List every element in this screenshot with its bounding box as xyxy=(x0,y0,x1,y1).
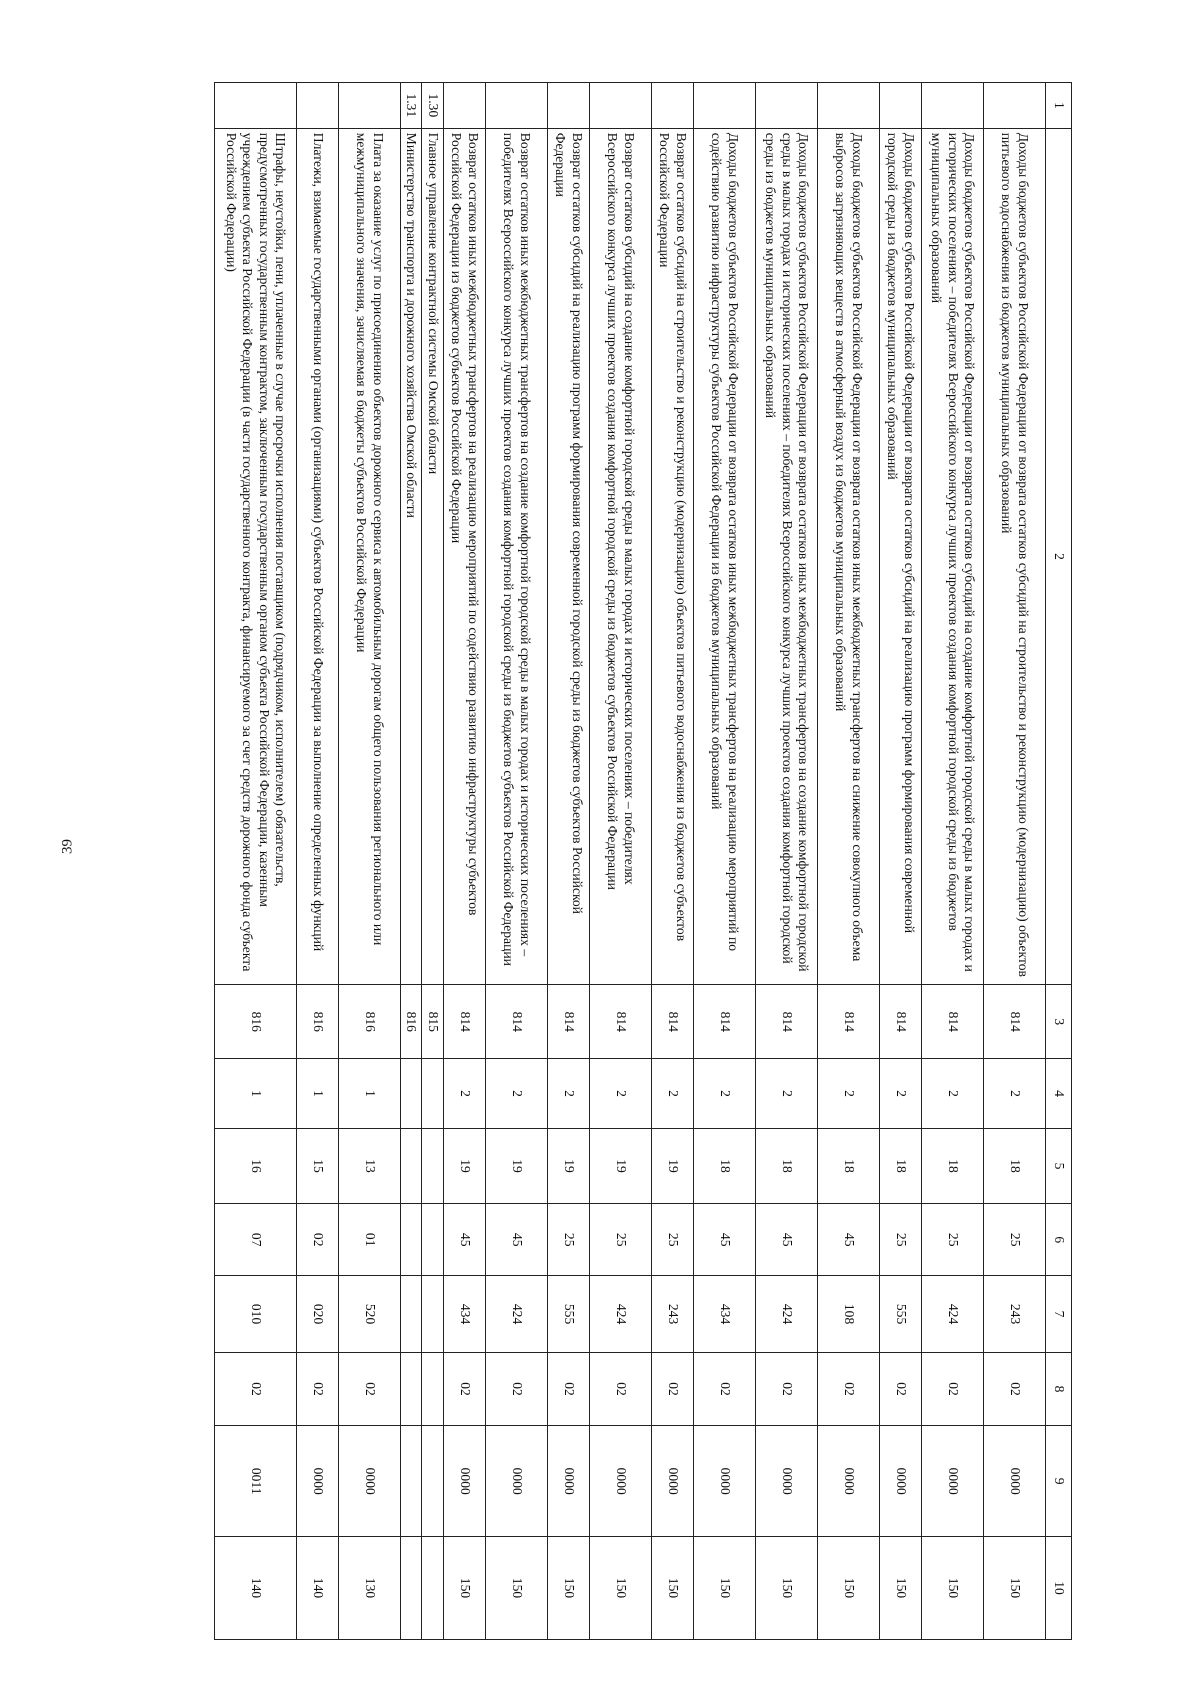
table-row xyxy=(338,83,400,1640)
table-cell-col-5: 18 xyxy=(694,1129,756,1204)
table-cell-col-4: 2 xyxy=(756,1059,818,1129)
table-cell-col-7: 020 xyxy=(296,1276,338,1352)
table-cell-col-5: 15 xyxy=(296,1129,338,1204)
header-cell-col-4: 4 xyxy=(1046,1059,1072,1129)
table-cell-col-3: 814 xyxy=(880,985,922,1059)
table-cell-col-2: Главное управление контрактной системы Омской области xyxy=(422,128,444,985)
table-cell-col-10: 150 xyxy=(922,1536,984,1639)
table-cell-col-3: 816 xyxy=(296,985,338,1059)
table-cell-col-7: 108 xyxy=(818,1276,880,1352)
table-cell-col-3: 816 xyxy=(338,985,400,1059)
table-cell-col-5: 18 xyxy=(818,1129,880,1204)
table-cell-col-1 xyxy=(756,83,818,129)
table-cell-col-6: 45 xyxy=(444,1204,486,1276)
table-cell-col-2: Доходы бюджетов субъектов Российской Федерации от возврата остатков иных межбюджетных трансфертов на реализацию мероприятий по содействию развитию инфраструктуры субъектов Российской Федерации из бюджетов муниципальных образований xyxy=(694,128,756,985)
table-cell-col-8: 02 xyxy=(296,1352,338,1426)
table-body xyxy=(214,83,1071,1640)
table-cell-col-9: 0000 xyxy=(756,1426,818,1537)
table-cell-col-4: 2 xyxy=(818,1059,880,1129)
table-cell-col-3: 814 xyxy=(984,985,1046,1059)
table-cell-col-6: 25 xyxy=(590,1204,652,1276)
table-cell-col-3: 815 xyxy=(422,985,444,1059)
table-cell-col-8: 02 xyxy=(652,1352,694,1426)
table-cell-col-6: 07 xyxy=(214,1204,296,1276)
table-cell-col-10: 150 xyxy=(486,1536,548,1639)
table-cell-col-2: Доходы бюджетов субъектов Российской Федерации от возврата остатков субсидий на реализацию программ формирования современной городской среды из бюджетов муниципальных образований xyxy=(880,128,922,985)
table-cell-col-3: 816 xyxy=(214,985,296,1059)
table-cell-col-2: Плата за оказание услуг по присоединению объектов дорожного сервиса к автомобильным дорогам общего пользования регионального или межмуниципального значения, зачисляемая в бюджеты субъектов Российской Федерации xyxy=(338,128,400,985)
table-cell-col-7 xyxy=(400,1276,422,1352)
table-cell-col-4: 2 xyxy=(486,1059,548,1129)
table-cell-col-10: 150 xyxy=(444,1536,486,1639)
header-cell-col-9: 9 xyxy=(1046,1426,1072,1537)
header-cell-col-1: 1 xyxy=(1046,83,1072,129)
table-cell-col-5: 16 xyxy=(214,1129,296,1204)
table-cell-col-10: 140 xyxy=(214,1536,296,1639)
table-cell-col-6: 45 xyxy=(486,1204,548,1276)
table-cell-col-5 xyxy=(400,1129,422,1204)
table-cell-col-1 xyxy=(880,83,922,129)
table-cell-col-2: Доходы бюджетов субъектов Российской Федерации от возврата остатков иных межбюджетных трансфертов на создание комфортной городской среды в малых городах и исторических поселениях – победителях Всероссийского конкурса лучших проектов создания комфортной городской среды из бюджетов муниципальных образований xyxy=(756,128,818,985)
table-cell-col-2: Министерство транспорта и дорожного хозяйства Омской области xyxy=(400,128,422,985)
table-header-row xyxy=(1046,83,1072,1640)
table-cell-col-7 xyxy=(422,1276,444,1352)
table-cell-col-6: 45 xyxy=(756,1204,818,1276)
table-cell-col-9: 0000 xyxy=(880,1426,922,1537)
table-cell-col-6: 25 xyxy=(984,1204,1046,1276)
table-cell-col-4: 1 xyxy=(338,1059,400,1129)
table-cell-col-4: 2 xyxy=(548,1059,590,1129)
header-cell-col-7: 7 xyxy=(1046,1276,1072,1352)
table-cell-col-6 xyxy=(422,1204,444,1276)
header-cell-col-5: 5 xyxy=(1046,1129,1072,1204)
table-cell-col-6: 25 xyxy=(652,1204,694,1276)
table-cell-col-3: 814 xyxy=(590,985,652,1059)
table-cell-col-2: Доходы бюджетов субъектов Российской Федерации от возврата остатков субсидий на строительство и реконструкцию (модернизацию) объектов питьевого водоснабжения из бюджетов муниципальных образований xyxy=(984,128,1046,985)
table-cell-col-9 xyxy=(422,1426,444,1537)
table-cell-col-5: 19 xyxy=(444,1129,486,1204)
table-cell-col-1 xyxy=(338,83,400,129)
table-cell-col-9: 0000 xyxy=(338,1426,400,1537)
table-row xyxy=(590,83,652,1640)
table-cell-col-1 xyxy=(214,83,296,129)
table-row xyxy=(486,83,548,1640)
table-cell-col-9: 0000 xyxy=(818,1426,880,1537)
table-cell-col-10 xyxy=(400,1536,422,1639)
table-cell-col-4: 2 xyxy=(694,1059,756,1129)
table-cell-col-7: 520 xyxy=(338,1276,400,1352)
table-cell-col-4: 2 xyxy=(652,1059,694,1129)
table-cell-col-8: 02 xyxy=(590,1352,652,1426)
table-cell-col-8: 02 xyxy=(984,1352,1046,1426)
table-cell-col-10: 140 xyxy=(296,1536,338,1639)
table-cell-col-3: 814 xyxy=(652,985,694,1059)
table-row xyxy=(296,83,338,1640)
table-cell-col-4: 2 xyxy=(984,1059,1046,1129)
table-cell-col-5: 18 xyxy=(756,1129,818,1204)
table-cell-col-3: 814 xyxy=(922,985,984,1059)
table-cell-col-1 xyxy=(694,83,756,129)
table-cell-col-10: 150 xyxy=(548,1536,590,1639)
table-cell-col-6: 25 xyxy=(548,1204,590,1276)
table-cell-col-5: 19 xyxy=(590,1129,652,1204)
table-cell-col-9: 0000 xyxy=(922,1426,984,1537)
table-cell-col-4: 1 xyxy=(296,1059,338,1129)
table-cell-col-5: 18 xyxy=(880,1129,922,1204)
table-cell-col-10: 150 xyxy=(694,1536,756,1639)
table-cell-col-2: Платежи, взимаемые государственными органами (организациями) субъектов Российской Федерации за выполнение определенных функций xyxy=(296,128,338,985)
table-cell-col-8: 02 xyxy=(922,1352,984,1426)
table-cell-col-8: 02 xyxy=(444,1352,486,1426)
table-cell-col-6: 45 xyxy=(694,1204,756,1276)
table-cell-col-9: 0000 xyxy=(296,1426,338,1537)
table-cell-col-1 xyxy=(296,83,338,129)
table-cell-col-7: 424 xyxy=(486,1276,548,1352)
table-cell-col-2: Возврат остатков иных межбюджетных трансфертов на создание комфортной городской среды в малых городах и исторических поселениях – победителях Всероссийского конкурса лучших проектов создания комфортной городской среды из бюджетов субъектов Российской Федерации xyxy=(486,128,548,985)
table-cell-col-8: 02 xyxy=(880,1352,922,1426)
table-row xyxy=(922,83,984,1640)
table-cell-col-8: 02 xyxy=(694,1352,756,1426)
table-cell-col-1 xyxy=(818,83,880,129)
table-cell-col-8: 02 xyxy=(756,1352,818,1426)
table-cell-col-2: Возврат остатков субсидий на реализацию программ формирования современной городской среды из бюджетов субъектов Российской Федерации xyxy=(548,128,590,985)
table-cell-col-10: 150 xyxy=(756,1536,818,1639)
budget-codes-table xyxy=(214,82,1072,1640)
table-cell-col-9: 0011 xyxy=(214,1426,296,1537)
table-row xyxy=(652,83,694,1640)
table-cell-col-9: 0000 xyxy=(444,1426,486,1537)
table-cell-col-4: 1 xyxy=(214,1059,296,1129)
table-cell-col-4 xyxy=(400,1059,422,1129)
table-cell-col-8 xyxy=(422,1352,444,1426)
table-cell-col-3: 814 xyxy=(694,985,756,1059)
table-cell-col-9: 0000 xyxy=(590,1426,652,1537)
table-cell-col-6: 25 xyxy=(922,1204,984,1276)
table-cell-col-7: 555 xyxy=(548,1276,590,1352)
page-number: 39 xyxy=(59,839,76,854)
table-cell-col-8: 02 xyxy=(486,1352,548,1426)
table-cell-col-5: 13 xyxy=(338,1129,400,1204)
table-cell-col-7: 555 xyxy=(880,1276,922,1352)
table-cell-col-2: Возврат остатков субсидий на создание комфортной городской среды в малых городах и исторических поселениях – победителях Всероссийского конкурса лучших проектов создания комфортной городской среды из бюджетов субъектов Российской Федерации xyxy=(590,128,652,985)
table-cell-col-5: 18 xyxy=(922,1129,984,1204)
table-cell-col-10: 150 xyxy=(590,1536,652,1639)
table-row xyxy=(818,83,880,1640)
table-cell-col-4 xyxy=(422,1059,444,1129)
table-cell-col-4: 2 xyxy=(922,1059,984,1129)
table-cell-col-6 xyxy=(400,1204,422,1276)
table-cell-col-1: 1.30 xyxy=(422,83,444,129)
table-cell-col-4: 2 xyxy=(590,1059,652,1129)
header-cell-col-3: 3 xyxy=(1046,985,1072,1059)
header-cell-col-6: 6 xyxy=(1046,1204,1072,1276)
table-cell-col-8: 02 xyxy=(548,1352,590,1426)
table-cell-col-9: 0000 xyxy=(652,1426,694,1537)
table-cell-col-10 xyxy=(422,1536,444,1639)
header-cell-col-8: 8 xyxy=(1046,1352,1072,1426)
table-cell-col-1: 1.31 xyxy=(400,83,422,129)
table-cell-col-8: 02 xyxy=(214,1352,296,1426)
table-cell-col-3: 814 xyxy=(444,985,486,1059)
table-cell-col-7: 010 xyxy=(214,1276,296,1352)
table-cell-col-9: 0000 xyxy=(694,1426,756,1537)
table-cell-col-7: 243 xyxy=(984,1276,1046,1352)
table-cell-col-3: 816 xyxy=(400,985,422,1059)
table-cell-col-10: 130 xyxy=(338,1536,400,1639)
table-cell-col-7: 424 xyxy=(756,1276,818,1352)
table-row xyxy=(756,83,818,1640)
table-cell-col-9: 0000 xyxy=(486,1426,548,1537)
table-cell-col-2: Возврат остатков субсидий на строительство и реконструкцию (модернизацию) объектов питьевого водоснабжения из бюджетов субъектов Российской Федерации xyxy=(652,128,694,985)
table-cell-col-4: 2 xyxy=(444,1059,486,1129)
table-cell-col-10: 150 xyxy=(880,1536,922,1639)
table-cell-col-7: 424 xyxy=(922,1276,984,1352)
table-row xyxy=(400,83,422,1640)
table-cell-col-1 xyxy=(922,83,984,129)
table-cell-col-7: 424 xyxy=(590,1276,652,1352)
table-row xyxy=(548,83,590,1640)
table-cell-col-1 xyxy=(548,83,590,129)
table-cell-col-7: 434 xyxy=(444,1276,486,1352)
table-cell-col-3: 814 xyxy=(818,985,880,1059)
table-cell-col-3: 814 xyxy=(548,985,590,1059)
table-cell-col-10: 150 xyxy=(818,1536,880,1639)
table-cell-col-1 xyxy=(486,83,548,129)
table-cell-col-5: 19 xyxy=(486,1129,548,1204)
table-cell-col-1 xyxy=(444,83,486,129)
header-cell-col-10: 10 xyxy=(1046,1536,1072,1639)
table-cell-col-6: 45 xyxy=(818,1204,880,1276)
table-cell-col-6: 25 xyxy=(880,1204,922,1276)
table-cell-col-1 xyxy=(652,83,694,129)
table-cell-col-5: 19 xyxy=(652,1129,694,1204)
table-cell-col-10: 150 xyxy=(984,1536,1046,1639)
table-row xyxy=(422,83,444,1640)
table-cell-col-2: Доходы бюджетов субъектов Российской Федерации от возврата остатков субсидий на создание комфортной городской среды в малых городах и исторических поселениях – победителях Всероссийского конкурса лучших проектов создания комфортной городской среды из бюджетов муниципальных образований xyxy=(922,128,984,985)
table-cell-col-5 xyxy=(422,1129,444,1204)
table-cell-col-3: 814 xyxy=(756,985,818,1059)
table-cell-col-4: 2 xyxy=(880,1059,922,1129)
table-cell-col-9 xyxy=(400,1426,422,1537)
table-cell-col-2: Штрафы, неустойки, пени, уплаченные в случае просрочки исполнения поставщиком (подрядчиком, исполнителем) обязательств, предусмотренных государственным контрактом, заключенным государственным органом субъекта Российской Федерации, казенным учреждением субъекта Российской Федерации (в части государственного контракта, финансируемого за счет средств дорожного фонда субъекта Российской Федерации) xyxy=(214,128,296,985)
table-cell-col-8 xyxy=(400,1352,422,1426)
table-cell-col-9: 0000 xyxy=(984,1426,1046,1537)
table-cell-col-8: 02 xyxy=(818,1352,880,1426)
table-row xyxy=(880,83,922,1640)
table-cell-col-10: 150 xyxy=(652,1536,694,1639)
table-cell-col-9: 0000 xyxy=(548,1426,590,1537)
table-row xyxy=(984,83,1046,1640)
table-row xyxy=(444,83,486,1640)
table-cell-col-8: 02 xyxy=(338,1352,400,1426)
table-row xyxy=(214,83,296,1640)
table-cell-col-5: 19 xyxy=(548,1129,590,1204)
table-cell-col-5: 18 xyxy=(984,1129,1046,1204)
rotated-table-container xyxy=(80,82,1072,1640)
table-cell-col-6: 02 xyxy=(296,1204,338,1276)
table-cell-col-1 xyxy=(984,83,1046,129)
table-cell-col-3: 814 xyxy=(486,985,548,1059)
table-cell-col-7: 243 xyxy=(652,1276,694,1352)
table-cell-col-7: 434 xyxy=(694,1276,756,1352)
table-cell-col-2: Возврат остатков иных межбюджетных трансфертов на реализацию мероприятий по содействию развитию инфраструктуры субъектов Российской Федерации из бюджетов субъектов Российской Федерации xyxy=(444,128,486,985)
table-cell-col-1 xyxy=(590,83,652,129)
table-row xyxy=(694,83,756,1640)
table-cell-col-2: Доходы бюджетов субъектов Российской Федерации от возврата остатков иных межбюджетных трансфертов на снижение совокупного объема выбросов загрязняющих веществ в атмосферный воздух из бюджетов муниципальных образований xyxy=(818,128,880,985)
table-cell-col-6: 01 xyxy=(338,1204,400,1276)
header-cell-col-2: 2 xyxy=(1046,128,1072,985)
